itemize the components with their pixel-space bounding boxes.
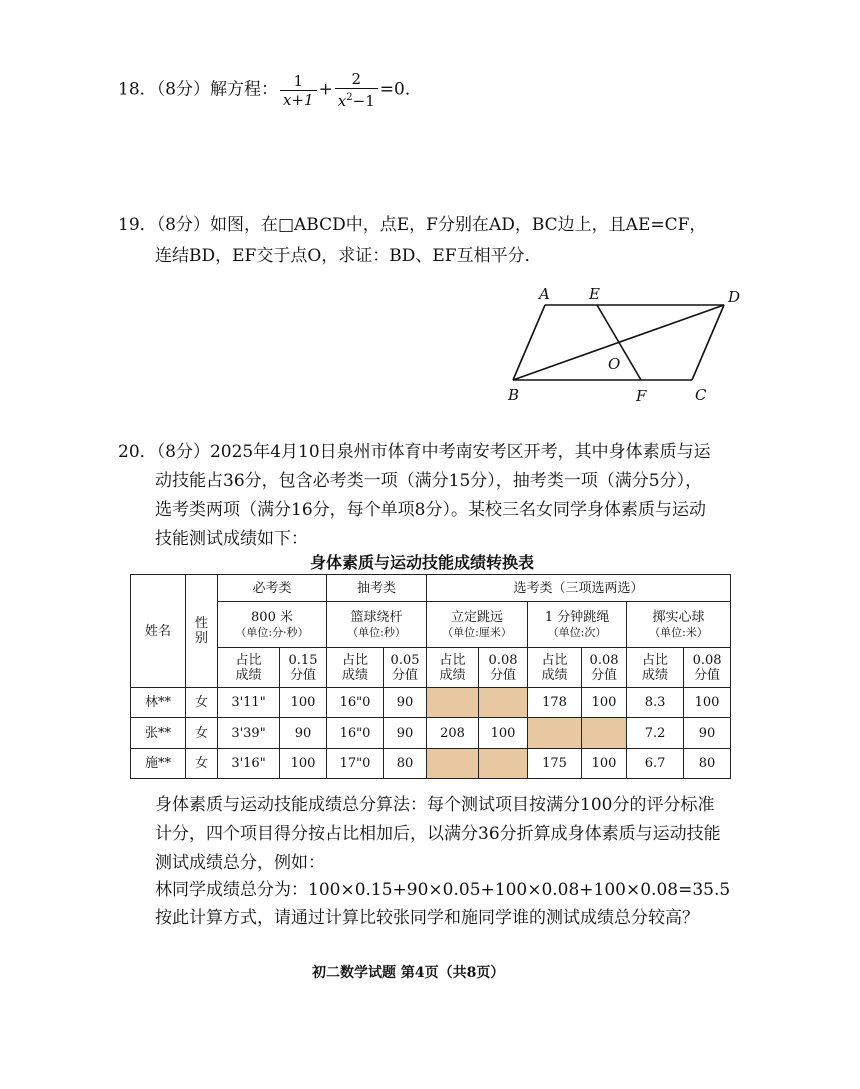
fraction-2-denominator: $x^2-1$	[335, 88, 378, 110]
label-O: O	[608, 355, 621, 373]
run-result: 3'16"	[218, 749, 280, 779]
table-row	[131, 749, 731, 779]
run-score: 90	[280, 718, 327, 749]
item-basketball: 篮球绕杆 （单位:秒）	[327, 602, 427, 648]
scoring-rule-line-1: 身体素质与运动技能成绩总分算法：每个测试项目按满分100分的评分标准	[155, 795, 715, 815]
label-D: D	[728, 288, 741, 306]
ratio-value-cell: 0.08 分值	[582, 648, 627, 688]
question-20-line-1	[118, 437, 711, 462]
score-conversion-table	[130, 574, 731, 779]
question-19-line-1	[118, 210, 706, 235]
run-result: 3'39"	[218, 718, 280, 749]
label-F: F	[636, 387, 647, 405]
ball-score: 80	[684, 749, 731, 779]
item-rope-skipping: 1 分钟跳绳 （单位:次）	[528, 602, 627, 648]
rope-score-blank	[582, 718, 627, 749]
ratio-value-cell: 0.08 分值	[479, 648, 528, 688]
basketball-result: 16"0	[327, 688, 384, 718]
scoring-rule-line-3: 测试成绩总分，例如：	[155, 853, 325, 873]
long-jump-result: 208	[427, 718, 479, 749]
ball-score: 90	[684, 718, 731, 749]
table-row	[131, 688, 731, 718]
long-jump-score-blank	[479, 688, 528, 718]
plus-sign: +	[318, 79, 333, 100]
scoring-rule-line-2: 计分，四个项目得分按占比相加后，以满分36分折算成身体素质与运动技能	[155, 824, 721, 844]
header-required-category: 必考类	[218, 575, 327, 602]
basketball-score: 90	[384, 688, 427, 718]
table-caption: 身体素质与运动技能成绩转换表	[310, 553, 535, 572]
rope-result: 178	[528, 688, 582, 718]
fraction-1	[280, 72, 317, 109]
question-20-prompt: 按此计算方式，请通过计算比较张同学和施同学谁的测试成绩总分较高？	[155, 908, 699, 928]
basketball-score: 80	[384, 749, 427, 779]
rope-score: 100	[582, 749, 627, 779]
question-number: 18．	[118, 79, 157, 100]
question-score: （8分）	[156, 79, 210, 100]
equation-rhs: =0．	[379, 79, 422, 100]
label-B: B	[508, 386, 520, 404]
fraction-2-numerator: 2	[351, 70, 362, 88]
long-jump-result-blank	[427, 688, 479, 718]
question-20-line-4: 技能测试成绩如下：	[155, 529, 308, 549]
rope-result-blank	[528, 718, 582, 749]
header-name: 姓名	[131, 575, 186, 688]
question-20-line-2: 动技能占36分，包含必考类一项（满分15分），抽考类一项（满分5分），	[155, 471, 703, 491]
question-text: 如图，在□ABCD中，点E，F分别在AD，BC边上，且AE=CF，	[209, 215, 707, 235]
page-footer: 初二数学试题 第4页（共8页）	[312, 965, 505, 981]
question-18	[118, 70, 422, 110]
student-name: 张**	[131, 718, 186, 749]
side-DC	[692, 305, 724, 380]
ball-result: 6.7	[627, 749, 684, 779]
student-gender: 女	[186, 749, 218, 779]
ratio-cell: 占比 成绩	[528, 648, 582, 688]
fraction-1-numerator: 1	[293, 71, 304, 90]
parallelogram-figure	[500, 282, 750, 407]
ratio-cell: 占比 成绩	[327, 648, 384, 688]
fraction-1-denominator: x+1	[280, 90, 317, 109]
label-A: A	[539, 285, 550, 303]
long-jump-score: 100	[479, 718, 528, 749]
label-E: E	[589, 285, 600, 303]
label-C: C	[695, 386, 707, 404]
question-20-line-3: 选考类两项（满分16分，每个单项8分）。某校三名女同学身体素质与运动	[155, 500, 706, 520]
table-row	[131, 718, 731, 749]
run-score: 100	[280, 749, 327, 779]
question-text: 2025年4月10日泉州市体育中考南安考区开考，其中身体素质与运	[209, 442, 711, 462]
ball-result: 7.2	[627, 718, 684, 749]
long-jump-result-blank	[427, 749, 479, 779]
basketball-result: 17"0	[327, 749, 384, 779]
ratio-cell: 占比 成绩	[218, 648, 280, 688]
rope-result: 175	[528, 749, 582, 779]
item-long-jump: 立定跳远 （单位:厘米）	[427, 602, 528, 648]
ratio-value-cell: 0.08 分值	[684, 648, 731, 688]
student-gender: 女	[186, 688, 218, 718]
question-text: 解方程：	[209, 79, 278, 100]
question-number: 19．	[118, 215, 157, 235]
basketball-result: 16"0	[327, 718, 384, 749]
ball-score: 100	[684, 688, 731, 718]
basketball-score: 90	[384, 718, 427, 749]
run-result: 3'11"	[218, 688, 280, 718]
ratio-cell: 占比 成绩	[627, 648, 684, 688]
student-name: 施**	[131, 749, 186, 779]
student-gender: 女	[186, 718, 218, 749]
rope-score: 100	[582, 688, 627, 718]
question-score: （8分）	[156, 442, 210, 462]
table-header-row-2	[131, 602, 731, 648]
header-gender: 性别	[186, 575, 218, 688]
question-19-line-2: 连结BD，EF交于点O，求证：BD、EF互相平分．	[155, 246, 542, 266]
long-jump-score-blank	[479, 749, 528, 779]
side-BA	[513, 305, 545, 380]
question-score: （8分）	[156, 215, 210, 235]
ratio-cell: 占比 成绩	[427, 648, 479, 688]
ratio-value-cell: 0.15 分值	[280, 648, 327, 688]
run-score: 100	[280, 688, 327, 718]
table-header-row-3	[131, 648, 731, 688]
fraction-2	[335, 70, 378, 110]
ratio-value-cell: 0.05 分值	[384, 648, 427, 688]
header-elective-category: 选考类（三项选两选）	[427, 575, 731, 602]
student-name: 林**	[131, 688, 186, 718]
ball-result: 8.3	[627, 688, 684, 718]
item-800m: 800 米 （单位:分·秒）	[218, 602, 327, 648]
header-drawn-category: 抽考类	[327, 575, 427, 602]
example-calculation: 林同学成绩总分为：100×0.15+90×0.05+100×0.08+100×0.08=35.5	[155, 880, 731, 900]
table-header-row-1	[131, 575, 731, 602]
item-shot-put: 掷实心球 （单位:米）	[627, 602, 731, 648]
question-number: 20．	[118, 442, 157, 462]
